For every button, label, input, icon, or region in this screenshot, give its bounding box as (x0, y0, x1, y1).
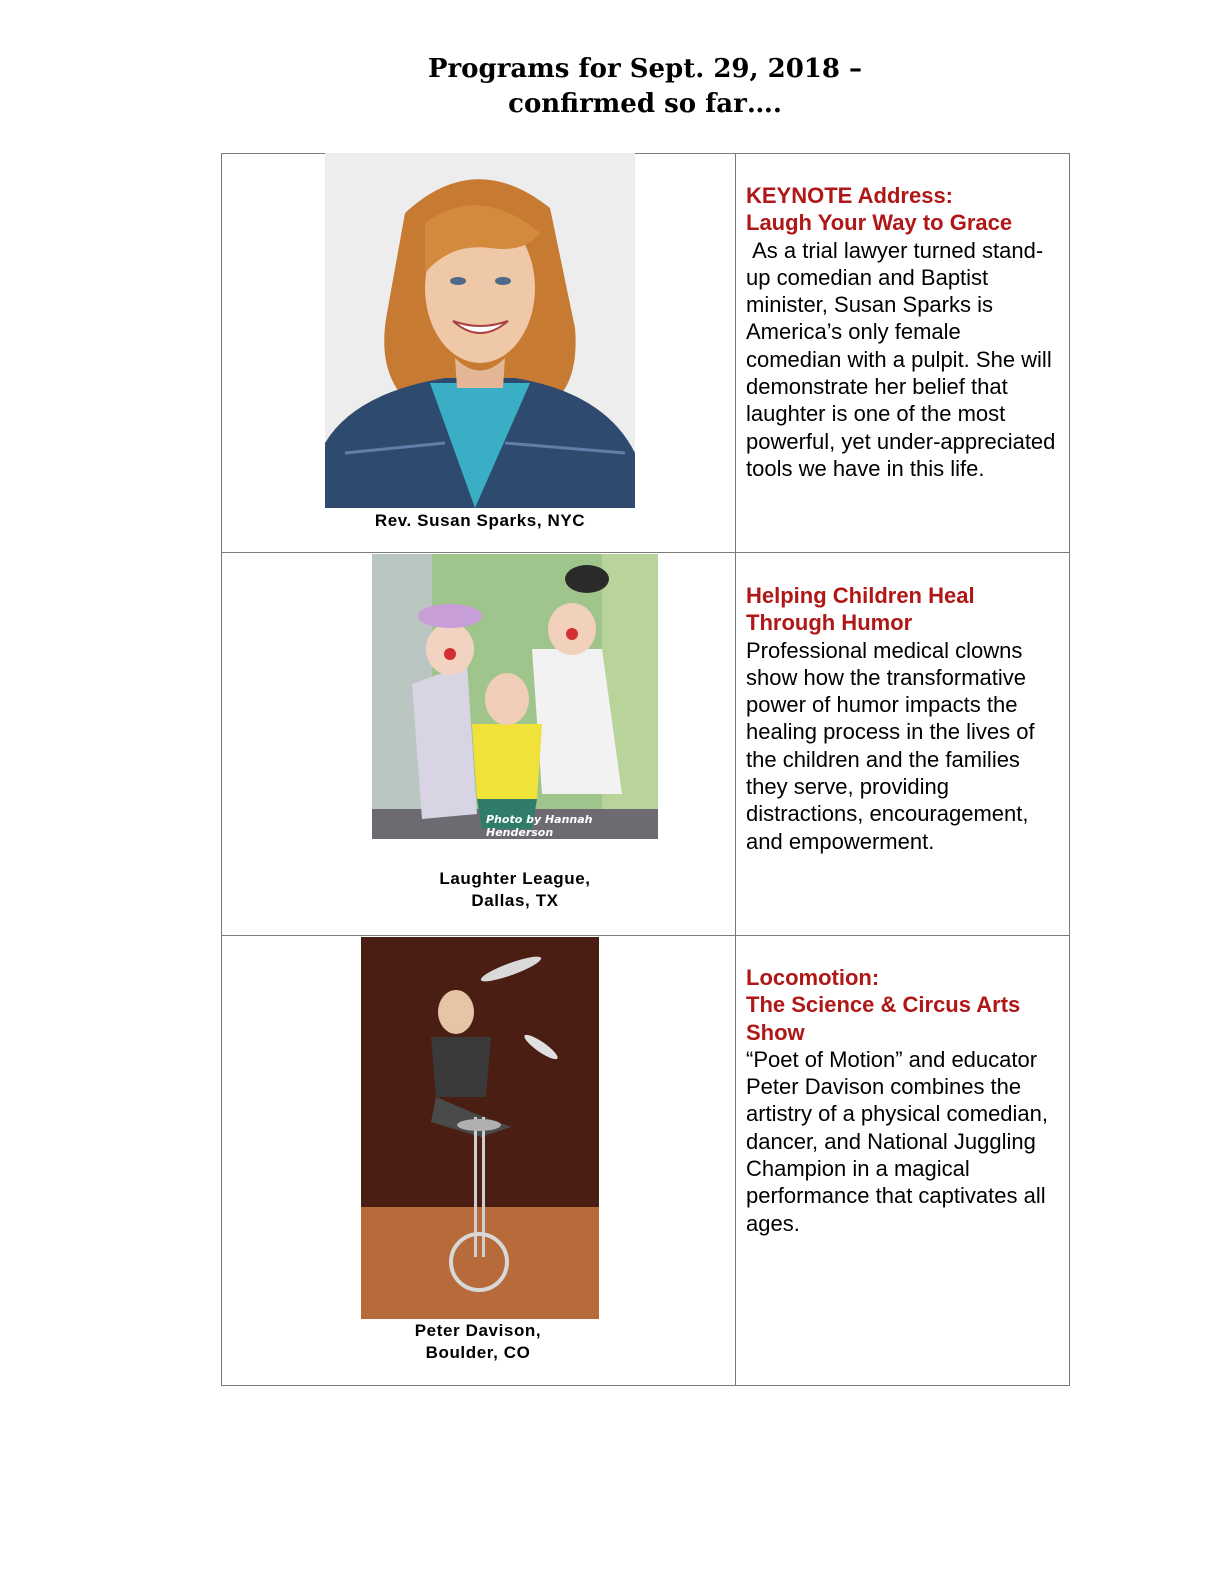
column-divider (735, 153, 736, 1386)
speaker-caption (390, 868, 640, 912)
portrait-illustration (325, 153, 635, 508)
caption-line: Dallas, TX (471, 891, 559, 910)
caption-line: Laughter League, (439, 869, 591, 888)
program-heading (746, 582, 1062, 637)
caption-line: Rev. Susan Sparks, NYC (374, 511, 586, 530)
program-body: Professional medical clowns show how the transformative power of humor impacts the healing process in the lives of the children and the families they serve, providing distractions, encouragement, and empowerment. (746, 637, 1035, 854)
unicycle-juggler-illustration (361, 937, 599, 1319)
clowns-illustration (372, 554, 658, 839)
heading-line: KEYNOTE Address: (746, 183, 954, 208)
heading-line: Helping Children Heal (746, 583, 975, 608)
program-description (746, 582, 1062, 855)
caption-line: Boulder, CO (425, 1343, 531, 1362)
susan-sparks-photo (325, 153, 635, 508)
program-heading (746, 182, 1062, 237)
program-description (746, 964, 1062, 1237)
page-title-line-1: Programs for Sept. 29, 2018 – (427, 54, 863, 84)
row-divider (221, 552, 1070, 553)
heading-line: Locomotion: (746, 965, 880, 990)
page-title (0, 52, 1224, 122)
peter-davison-photo (361, 937, 599, 1319)
heading-line: The Science & Circus Arts Show (746, 992, 1021, 1045)
program-body: “Poet of Motion” and educator Peter Davison combines the artistry of a physical comedian, dancer, and National Juggling Champion in a magical performance that captivates all ages. (746, 1046, 1049, 1236)
heading-line: Through Humor (746, 610, 913, 636)
heading-line: Laugh Your Way to Grace (746, 210, 1013, 236)
program-body: As a trial lawyer turned stand-up comedian and Baptist minister, Susan Sparks is America’s only female comedian with a pulpit. She will demonstrate her belief that laughter is one of the most powerful, yet under-appreciated tools we have in this life. (746, 237, 1062, 481)
row-divider (221, 935, 1070, 936)
laughter-league-photo (372, 554, 658, 839)
speaker-caption (330, 510, 630, 532)
photo-credit: Photo by Hannah Henderson (486, 813, 593, 839)
speaker-caption (378, 1320, 578, 1364)
program-heading (746, 964, 1062, 1046)
caption-line: Peter Davison, (414, 1321, 542, 1340)
program-description (746, 182, 1062, 482)
page-title-line-2: confirmed so far…. (508, 89, 782, 119)
